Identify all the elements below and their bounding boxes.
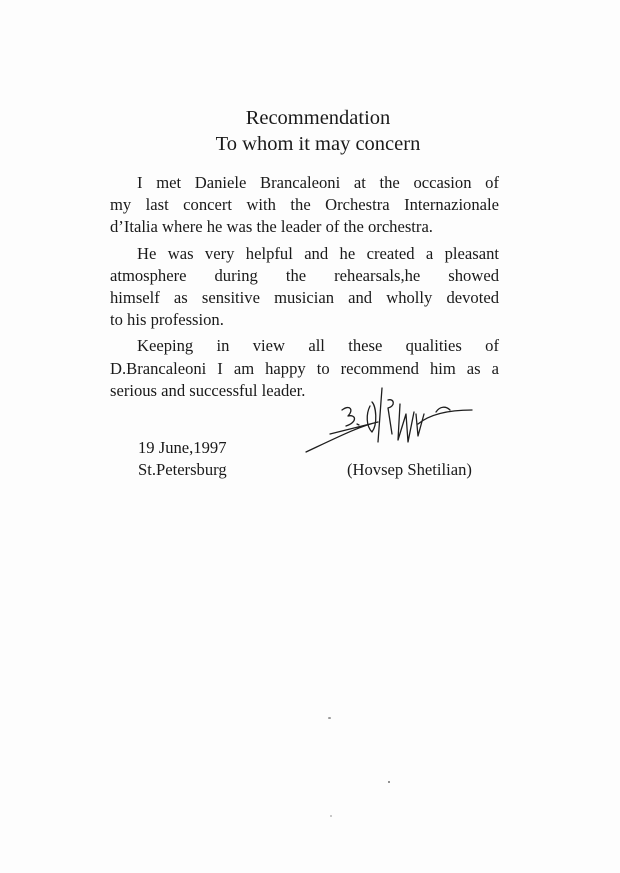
scan-speck: [388, 781, 390, 783]
body-line: I met Daniele Brancaleoni at the occasion of: [137, 173, 499, 192]
document-subtitle: To whom it may concern: [215, 133, 421, 155]
body-line: my last concert with the Orchestra Internazionale: [110, 195, 499, 215]
paragraph-2: [110, 243, 499, 332]
body-line: He was very helpful and he created a pleasant: [137, 243, 499, 263]
letter-place: St.Petersburg: [138, 460, 227, 479]
body-line: atmosphere during the rehearsals,he showed: [110, 265, 499, 285]
paragraph-1: [110, 172, 499, 239]
signatory-name: (Hovsep Shetilian): [347, 460, 472, 479]
scan-speck: [328, 717, 331, 719]
scan-speck: [330, 815, 332, 817]
letter-body: [110, 172, 499, 406]
body-line: serious and successful leader.: [110, 380, 306, 400]
body-line: himself as sensitive musician and wholly devoted: [110, 288, 499, 308]
signature-icon: [300, 384, 480, 460]
document-title: Recommendation: [245, 107, 391, 129]
body-line: Keeping in view all these qualities of: [137, 336, 499, 356]
body-line: D.Brancaleoni I am happy to recommend him as a: [110, 358, 499, 378]
body-line: to his profession.: [110, 310, 224, 330]
body-line: d’Italia where he was the leader of the orchestra.: [110, 217, 433, 237]
letter-date: 19 June,1997: [138, 438, 227, 457]
